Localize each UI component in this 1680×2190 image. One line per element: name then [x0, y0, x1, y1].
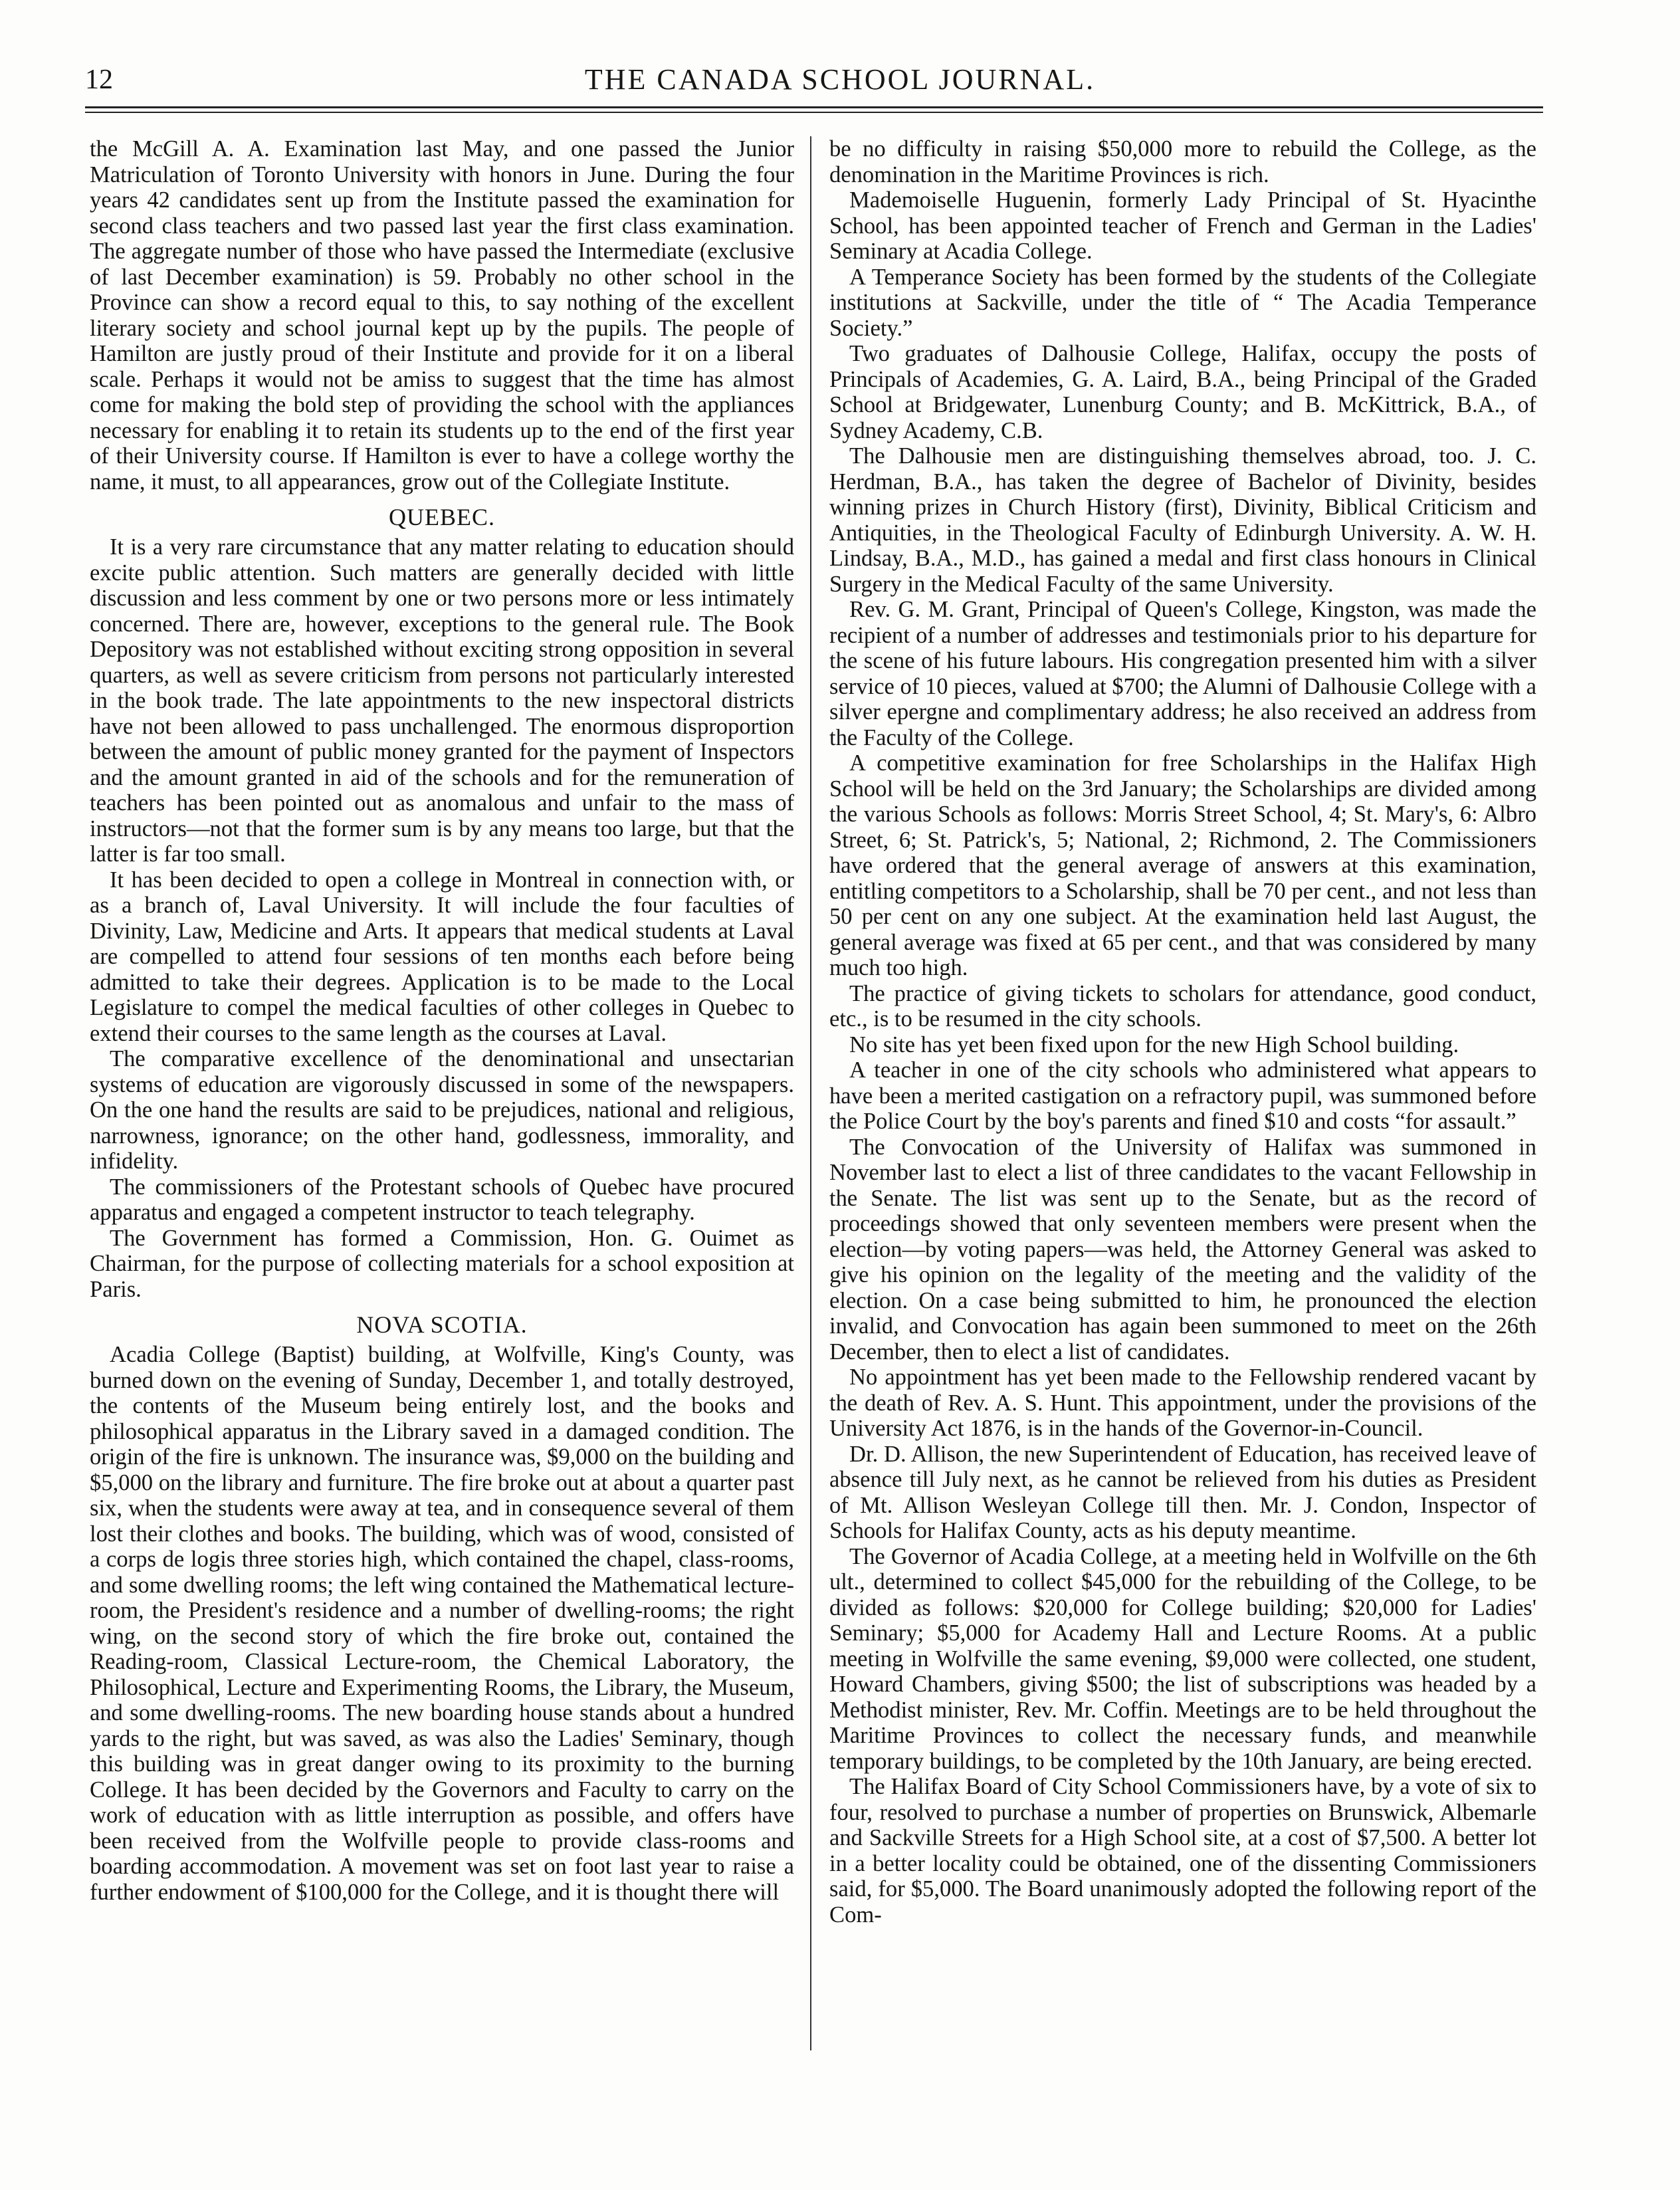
paragraph: The Halifax Board of City School Commissioners have, by a vote of six to four, resolved to purchase a number of properties on Brunswick, Albemarle and Sackville Streets for a High School site, at a cost of $7,500. A better lot in a better locality could be obtained, one of the dissenting Commissioners said, for $5,000. The Board unanimously adopted the following report of the Com-	[829, 1774, 1536, 1927]
right-column	[829, 136, 1536, 2050]
paragraph: No site has yet been fixed upon for the new High School building.	[849, 1032, 1459, 1057]
page-number: 12	[85, 64, 113, 95]
paragraph: No appointment has yet been made to the Fellowship rendered vacant by the death of Rev. A. S. Hunt. This appointment, under the provisions of the University Act 1876, is in the hands of the Governor-in-Council.	[829, 1365, 1536, 1441]
paragraph: A Temperance Society has been formed by the students of the Collegiate institutions at Sackville, under the title of “ The Acadia Temperance Society.”	[829, 264, 1536, 341]
paragraph: The practice of giving tickets to scholars for attendance, good conduct, etc., is to be resumed in the city schools.	[829, 980, 1536, 1032]
paragraph: Rev. G. M. Grant, Principal of Queen's College, Kingston, was made the recipient of a number of addresses and testimonials prior to his departure for the scene of his future labours. His congregation presented him with a silver service of 10 pieces, valued at $700; the Alumni of Dalhousie College with a silver epergne and complimentary address; he also received an address from the Faculty of the College.	[829, 597, 1536, 750]
paragraph: A competitive examination for free Scholarships in the Halifax High School will be held on the 3rd January; the Scholarships are divided among the various Schools as follows: Morris Street School, 4; St. Mary's, 6: Albro Street, 6; St. Patrick's, 5; National, 2; Richmond, 2. The Commissioners have ordered that the general average of answers at this examination, entitling competitors to a Scholarship, shall be 70 per cent., and not less than 50 per cent on any one subject. At the examination held last August, the general average was fixed at 65 per cent., and that was considered by many much too high.	[829, 750, 1536, 980]
paragraph: Acadia College (Baptist) building, at Wolfville, King's County, was burned down on the evening of Sunday, December 1, and totally destroyed, the contents of the Museum being entirely lost, and the books and philosophical apparatus in the Library saved in a damaged condition. The origin of the fire is unknown. The insurance was, $9,000 on the building and $5,000 on the library and furniture. The fire broke out at about a quarter past six, when the students were away at tea, and in consequence several of them lost their clothes and books. The building, which was of wood, consisted of a corps de logis three stories high, which contained the chapel, class-rooms, and some dwelling rooms; the left wing contained the Mathematical lecture-room, the President's residence and a number of dwelling-rooms; the right wing, on the second story of which the fire broke out, contained the Reading-room, Classical Lecture-room, the Chemical Laboratory, the Philosophical, Lecture and Experimenting Rooms, the Library, the Museum, and some dwelling-rooms. The new boarding house stands about a hundred yards to the right, but was saved, as was also the Ladies' Seminary, though this building was in great danger owing to its proximity to the burning College. It has been decided by the Governors and Faculty to carry on the work of education with as little interruption as possible, and offers have been received from the Wolfville people to provide class-rooms and boarding accommodation. A movement was set on foot last year to raise a further endowment of $100,000 for the College, and it is thought there will	[90, 1342, 794, 1905]
section-heading-nova-scotia: NOVA SCOTIA.	[356, 1311, 528, 1338]
paragraph: The Government has formed a Commission, Hon. G. Ouimet as Chairman, for the purpose of collecting materials for a school exposition at Paris.	[90, 1225, 794, 1302]
running-title: THE CANADA SCHOOL JOURNAL.	[584, 63, 1096, 96]
paragraph: Mademoiselle Huguenin, formerly Lady Principal of St. Hyacinthe School, has been appointed teacher of French and German in the Ladies' Seminary at Acadia College.	[829, 187, 1536, 264]
paragraph: The comparative excellence of the denominational and unsectarian systems of education are vigorously discussed in some of the newspapers. On the one hand the results are said to be prejudices, national and religious, narrowness, ignorance; on the other hand, godlessness, immorality, and infidelity.	[90, 1046, 794, 1174]
paragraph: The commissioners of the Protestant schools of Quebec have procured apparatus and engaged a competent instructor to teach telegraphy.	[90, 1174, 794, 1225]
paragraph: It is a very rare circumstance that any matter relating to education should excite public attention. Such matters are generally decided with little discussion and less comment by one or two persons more or less intimately concerned. There are, however, exceptions to the general rule. The Book Depository was not established without exciting strong opposition in several quarters, as well as severe criticism from persons not particularly interested in the book trade. The late appointments to the new inspectoral districts have not been allowed to pass unchallenged. The enormous disproportion between the amount of public money granted for the payment of Inspectors and the amount granted in aid of the schools and for the remuneration of teachers has been pointed out as anomalous and unfair to the mass of instructors—not that the former sum is by any means too large, but that the latter is far too small.	[90, 534, 794, 867]
paragraph: the McGill A. A. Examination last May, and one passed the Junior Matriculation of Toronto University with honors in June. During the four years 42 candidates sent up from the Institute passed the examination for second class teachers and two passed last year the first class examination. The aggregate number of those who have passed the Intermediate (exclusive of last December examination) is 59. Probably no other school in the Province can show a record equal to this, to say nothing of the excellent literary society and school journal kept up by the pupils. The people of Hamilton are justly proud of their Institute and provide for it on a liberal scale. Perhaps it would not be amiss to suggest that the time has almost come for making the bold step of providing the school with the appliances necessary for enabling it to retain its students up to the end of the first year of their University course. If Hamilton is ever to have a college worthy the name, it must, to all appearances, grow out of the Collegiate Institute.	[90, 136, 794, 494]
section-heading-quebec: QUEBEC.	[389, 504, 495, 530]
paragraph: be no difficulty in raising $50,000 more to rebuild the College, as the denomination in the Maritime Provinces is rich.	[829, 136, 1536, 187]
paragraph: Two graduates of Dalhousie College, Halifax, occupy the posts of Principals of Academies, G. A. Laird, B.A., being Principal of the Graded School at Bridgewater, Lunenburg County; and B. McKittrick, B.A., of Sydney Academy, C.B.	[829, 341, 1536, 443]
column-divider	[810, 136, 811, 2050]
header-rule-thin	[85, 112, 1543, 113]
paragraph: It has been decided to open a college in Montreal in connection with, or as a branch of, Laval University. It will include the four faculties of Divinity, Law, Medicine and Arts. It appears that medical students at Laval are compelled to attend four sessions of ten months each before being admitted to take their degrees. Application is to be made to the Local Legislature to compel the medical faculties of other colleges in Quebec to extend their courses to the same length as the courses at Laval.	[90, 867, 794, 1046]
paragraph: Dr. D. Allison, the new Superintendent of Education, has received leave of absence till July next, as he cannot be relieved from his duties as President of Mt. Allison Wesleyan College till then. Mr. J. Condon, Inspector of Schools for Halifax County, acts as his deputy meantime.	[829, 1441, 1536, 1543]
header-rule	[85, 106, 1543, 108]
paragraph: The Governor of Acadia College, at a meeting held in Wolfville on the 6th ult., determined to collect $45,000 for the rebuilding of the College, to be divided as follows: $20,000 for College building; $20,000 for Ladies' Seminary; $5,000 for Academy Hall and Lecture Rooms. At a public meeting in Wolfville the same evening, $9,000 were collected, one student, Howard Chambers, giving $500; the list of subscriptions was headed by a Methodist minister, Rev. Mr. Coffin. Meetings are to be held throughout the Maritime Provinces to collect the necessary funds, and meanwhile temporary buildings, to be completed by the 10th January, are being erected.	[829, 1543, 1536, 1774]
left-column	[90, 136, 794, 2050]
paragraph: The Dalhousie men are distinguishing themselves abroad, too. J. C. Herdman, B.A., has taken the degree of Bachelor of Divinity, besides winning prizes in Church History (first), Divinity, Biblical Criticism and Antiquities, in the Theological Faculty of Edinburgh University. A. W. H. Lindsay, B.A., M.D., has gained a medal and first class honours in Clinical Surgery in the Medical Faculty of the same University.	[829, 443, 1536, 597]
paragraph: The Convocation of the University of Halifax was summoned in November last to elect a list of three candidates to the vacant Fellowship in the Senate. The list was sent up to the Senate, but as the record of proceedings showed that only seventeen members were present when the election—by voting papers—was held, the Attorney General was asked to give his opinion on the legality of the meeting and the validity of the election. On a case being submitted to him, he pronounced the election invalid, and Convocation has again been summoned to meet on the 26th December, then to elect a list of candidates.	[829, 1134, 1536, 1365]
paragraph: A teacher in one of the city schools who administered what appears to have been a merited castigation on a refractory pupil, was summoned before the Police Court by the boy's parents and fined $10 and costs “for assault.”	[829, 1057, 1536, 1134]
